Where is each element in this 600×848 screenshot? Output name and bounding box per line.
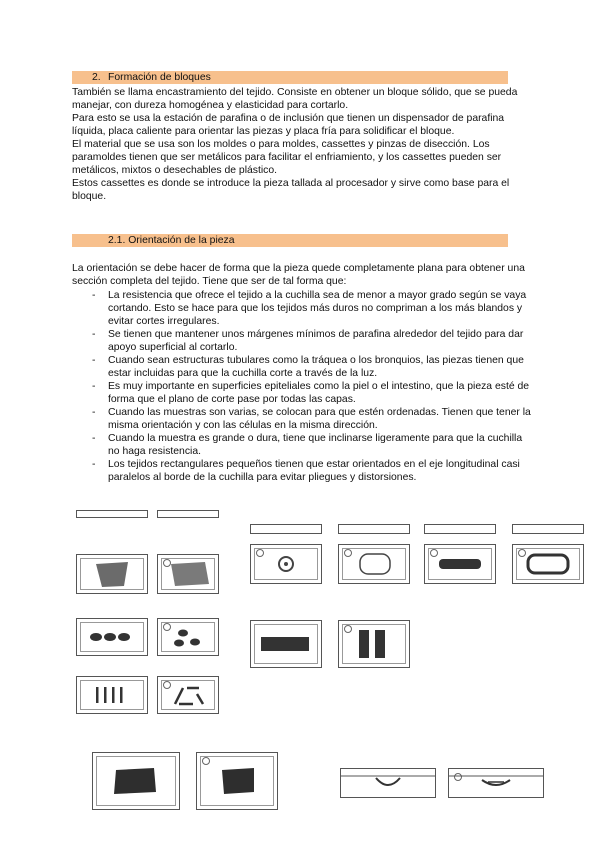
section-number: 2. (92, 72, 101, 83)
section-heading-formacion (72, 71, 508, 84)
multiple-samples-icon (157, 618, 219, 656)
mold-top-view (157, 676, 219, 714)
mold-side-view (250, 524, 322, 534)
mold-top-view (250, 544, 322, 584)
multiple-samples-icon (76, 618, 148, 656)
mold-top-view (76, 618, 148, 656)
mold-top-view (92, 752, 180, 810)
mold-top-view (76, 676, 148, 714)
mold-side-view (340, 768, 436, 798)
mold-side-view (512, 524, 584, 534)
list-item: - Cuando sean estructuras tubulares como la tráquea o los bronquios, las piezas tienen que estar incluidas para que la cuchilla corte a través de la luz. (92, 355, 524, 379)
mold-side-view (157, 510, 219, 518)
mold-top-view (512, 544, 584, 584)
mold-side-view (448, 768, 544, 798)
tissue-block-icon (359, 630, 369, 658)
section1-body (72, 86, 532, 203)
orientation-rules-list (72, 289, 532, 484)
tissue-ring-icon (250, 544, 322, 584)
figures-area (0, 500, 600, 848)
tissue-block-icon (261, 637, 309, 651)
list-item: - Los tejidos rectangulares pequeños tienen que estar orientados en el eje longitudinal casi paralelos al borde de la cuchilla para evitar pliegues y distorsiones. (92, 459, 520, 483)
hard-sample-icon (92, 752, 180, 810)
tubular-tissue-icon (338, 544, 410, 584)
list-item: - Cuando la muestra es grande o dura, tiene que inclinarse ligeramente para que la cuchilla no haga resistencia. (92, 433, 523, 457)
subsection-heading-orientacion (72, 234, 508, 247)
paragraph: Para esto se usa la estación de parafina o de inclusión que tienen un dispensador de parafina líquida, placa caliente para orientar las piezas y placa fría para solidificar el bloque. (72, 113, 505, 137)
mold-top-view (338, 544, 410, 584)
subsection-title: 2.1. Orientación de la pieza (108, 235, 235, 246)
tissue-sample-icon (76, 554, 148, 594)
rectangular-samples-icon (76, 676, 148, 714)
mold-top-view (196, 752, 278, 810)
list-item: - Es muy importante en superficies epiteliales como la piel o el intestino, que la pieza esté de forma que el plano de corte pase por todas las capas. (92, 381, 530, 405)
tissue-sample-icon (157, 554, 219, 594)
tissue-block-icon (375, 630, 385, 658)
rectangular-samples-icon (157, 676, 219, 714)
paragraph: Estos cassettes es donde se introduce la pieza tallada al procesador y sirve como base para el bloque. (72, 178, 510, 202)
section-title: Formación de bloques (108, 72, 211, 83)
mold-top-view (157, 554, 219, 594)
mold-top-view (250, 620, 322, 668)
list-item: - Cuando las muestras son varias, se colocan para que estén ordenadas. Tienen que tener la misma orientación y con las células en la misma dirección. (92, 407, 531, 431)
section2-intro: La orientación se debe hacer de forma que la pieza quede completamente plana para obtener una sección completa del tejido. Tiene que ser de tal forma que: (72, 263, 525, 287)
list-item: - La resistencia que ofrece el tejido a la cuchilla sea de menor a mayor grado según se vaya cortando. Esto se hace para que los tejidos más duros no compriman a los más blandos y evitar cortes irregulares. (92, 290, 527, 327)
mold-side-view (424, 524, 496, 534)
curved-tissue-icon (340, 768, 436, 798)
tissue-sample-icon (439, 559, 481, 569)
paragraph: También se llama encastramiento del tejido. Consiste en obtener un bloque sólido, que se pueda manejar, con dureza homogénea y elasticidad para cortarlo. (72, 87, 518, 111)
mold-top-view (338, 620, 410, 668)
curved-tissue-icon (448, 768, 544, 798)
mold-top-view (76, 554, 148, 594)
paragraph: El material que se usa son los moldes o para moldes, cassettes y pinzas de disección. Los paramoldes tienen que ser metálicos para facilitar el enfriamiento, y los cassettes pueden ser metálicos, mixtos o desechables de plástico. (72, 139, 502, 176)
mold-top-view (157, 618, 219, 656)
mold-top-view (424, 544, 496, 584)
mold-side-view (338, 524, 410, 534)
hard-sample-icon (196, 752, 278, 810)
list-item: - Se tienen que mantener unos márgenes mínimos de parafina alrededor del tejido para dar apoyo superficial al cortarlo. (92, 329, 524, 353)
tissue-ring-icon (512, 544, 584, 584)
mold-side-view (76, 510, 148, 518)
